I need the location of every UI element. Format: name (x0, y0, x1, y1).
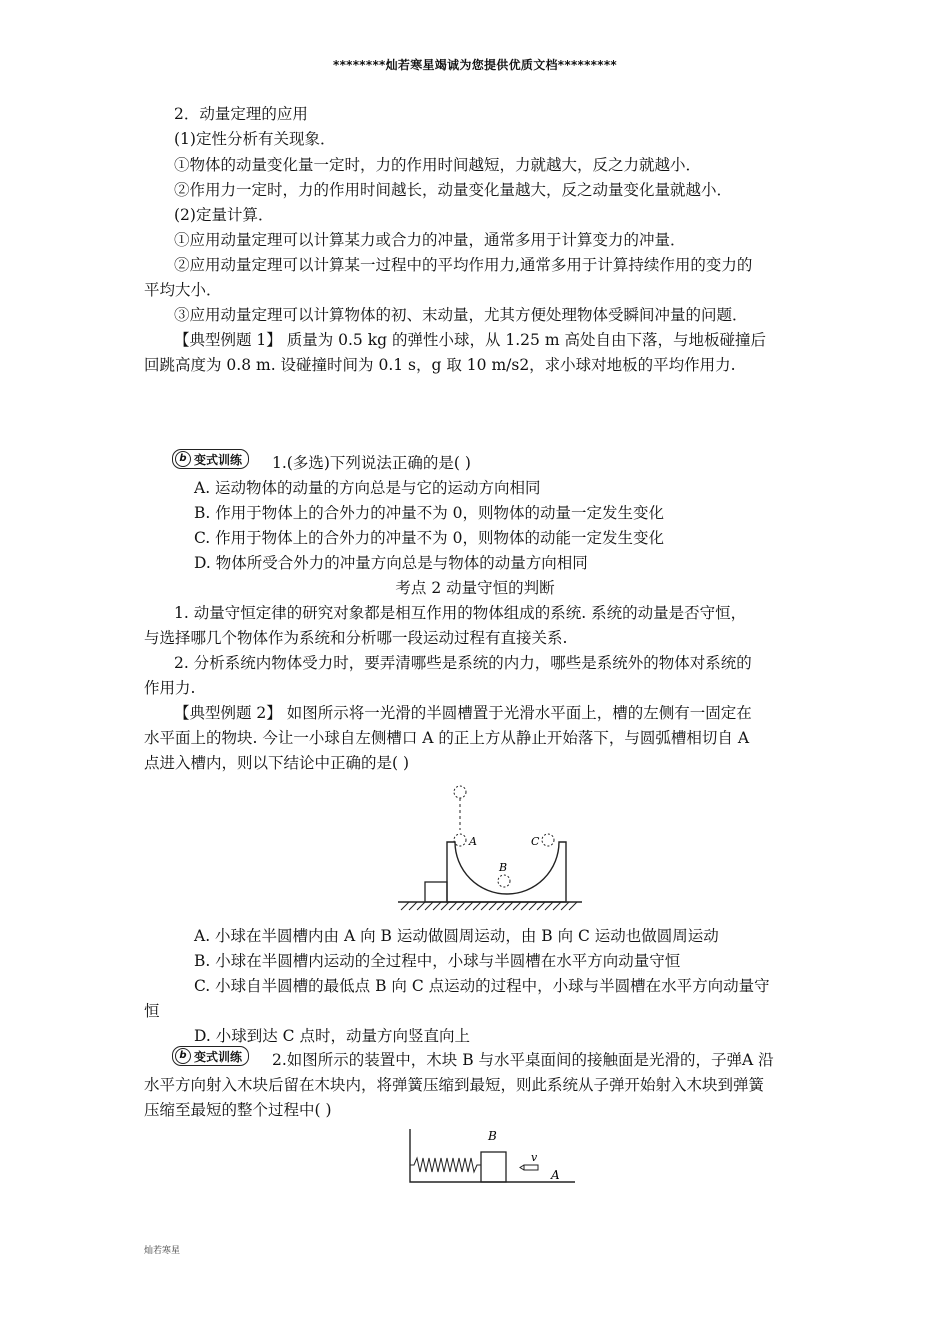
ball-start (454, 786, 466, 798)
paragraph: 作用力. (144, 679, 196, 697)
block-b (481, 1152, 506, 1182)
variant-2-line: 水平方向射入木块后留在木块内，将弹簧压缩到最短，则此系统从子弹开始射入木块到弹簧 (144, 1076, 765, 1094)
badge-label: 变式训练 (194, 452, 243, 467)
variant-2-line: 压缩至最短的整个过程中( ) (144, 1101, 332, 1119)
paragraph: 平均大小． (144, 281, 222, 299)
paragraph: 与选择哪几个物体作为系统和分析哪一段运动过程有直接关系. (144, 629, 568, 647)
variant-1-question: 1.(多选)下列说法正确的是( ) (272, 454, 471, 472)
half-circle-groove-figure (395, 778, 585, 913)
paragraph: ①应用动量定理可以计算某力或合力的冲量，通常多用于计算变力的冲量． (174, 231, 686, 249)
label-b: B (499, 861, 508, 874)
paragraph: (1)定性分析有关现象． (174, 130, 336, 148)
paragraph: ②应用动量定理可以计算某一过程中的平均作用力,通常多用于计算持续作用的变力的 (174, 256, 753, 274)
option-c: C. 小球自半圆槽的最低点 B 向 C 点运动的过程中，小球与半圆槽在水平方向动量守 (194, 977, 770, 995)
label-v: v (531, 1151, 538, 1164)
ball-at-a (454, 834, 466, 846)
section-title: 2．动量定理的应用 (174, 105, 308, 123)
variant-training-badge (172, 1046, 249, 1066)
label-b: B (488, 1129, 497, 1143)
paragraph: 1. 动量守恒定律的研究对象都是相互作用的物体组成的系统. 系统的动量是否守恒， (174, 604, 747, 622)
option-c: C. 作用于物体上的合外力的冲量不为 0，则物体的动能一定发生变化 (194, 529, 664, 547)
ball-at-c (542, 834, 554, 846)
option-c-continued: 恒 (144, 1002, 160, 1020)
example-1-line: 【典型例题 1】 质量为 0.5 kg 的弹性小球，从 1.25 m 高处自由下落，与地板碰撞后 (174, 331, 766, 349)
page-footer: 灿若寒星 (144, 1246, 181, 1256)
paragraph: 2. 分析系统内物体受力时，要弄清哪些是系统的内力，哪些是系统外的物体对系统的 (174, 654, 752, 672)
badge-label: 变式训练 (194, 1049, 243, 1064)
label-a: A (469, 835, 477, 848)
spring-block-figure (404, 1125, 579, 1187)
option-b: B. 作用于物体上的合外力的冲量不为 0，则物体的动量一定发生变化 (194, 504, 665, 522)
label-c: C (531, 835, 540, 848)
example-2-line: 【典型例题 2】 如图所示将一光滑的半圆槽置于光滑水平面上，槽的左侧有一固定在 (174, 704, 752, 722)
variant-2-line: 2.如图所示的装置中，木块 B 与水平桌面间的接触面是光滑的，子弹A 沿 (272, 1051, 774, 1069)
paragraph: ①物体的动量变化量一定时，力的作用时间越短，力就越大，反之力就越小． (174, 156, 702, 174)
badge-b-icon: b (175, 451, 191, 467)
paragraph: ②作用力一定时，力的作用时间越长，动量变化量越大，反之动量变化量就越小． (174, 181, 733, 199)
option-a: A. 运动物体的动量的方向总是与它的运动方向相同 (194, 479, 541, 497)
spring (410, 1158, 481, 1172)
option-b: B. 小球在半圆槽内运动的全过程中，小球与半圆槽在水平方向动量守恒 (194, 952, 681, 970)
paragraph: ③应用动量定理可以计算物体的初、末动量，尤其方便处理物体受瞬间冲量的问题． (174, 306, 748, 324)
page-header-watermark: ********灿若寒星竭诚为您提供优质文档********* (333, 58, 617, 72)
example-1-line: 回跳高度为 0.8 m. 设碰撞时间为 0.1 s，g 取 10 m/s2，求小球对地板的平均作用力. (144, 356, 736, 374)
label-a: A (551, 1168, 560, 1182)
fixed-block (425, 882, 447, 902)
hatch-floor (398, 902, 582, 910)
example-2-line: 水平面上的物块. 今让一小球自左侧槽口 A 的正上方从静止开始落下，与圆弧槽相切自 A (144, 729, 750, 747)
option-a: A. 小球在半圆槽内由 A 向 B 运动做圆周运动，由 B 向 C 运动也做圆周运动 (194, 927, 719, 945)
variant-training-badge (172, 449, 249, 469)
option-d: D. 物体所受合外力的冲量方向总是与物体的动量方向相同 (194, 554, 588, 572)
paragraph: (2)定量计算． (174, 206, 274, 224)
option-d: D. 小球到达 C 点时，动量方向竖直向上 (194, 1027, 470, 1045)
example-2-line: 点进入槽内，则以下结论中正确的是( ) (144, 754, 410, 772)
bullet-tip (520, 1165, 524, 1170)
bullet-a (524, 1165, 538, 1170)
ball-at-b (498, 875, 510, 887)
kaodian-2-title: 考点 2 动量守恒的判断 (395, 579, 555, 597)
badge-b-icon: b (175, 1048, 191, 1064)
